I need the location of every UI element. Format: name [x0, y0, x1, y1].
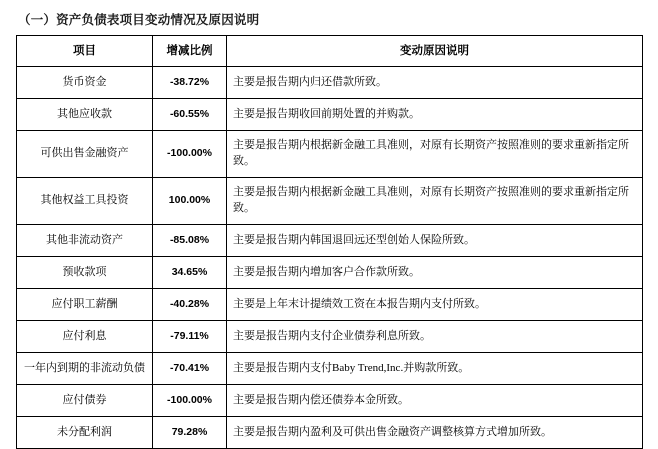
table-row: [17, 417, 643, 449]
cell-reason: 主要是报告期内归还借款所致。: [227, 67, 643, 99]
cell-reason: 主要是报告期内支付企业债券利息所致。: [227, 321, 643, 353]
cell-item: 未分配利润: [17, 417, 153, 449]
cell-reason: 主要是报告期内支付Baby Trend,Inc.并购款所致。: [227, 353, 643, 385]
cell-reason: 主要是报告期内根据新金融工具准则，对原有长期资产按照准则的要求重新指定所致。: [227, 131, 643, 178]
column-header-ratio: 增减比例: [153, 36, 227, 67]
cell-reason: 主要是报告期内增加客户合作款所致。: [227, 257, 643, 289]
cell-ratio: 79.28%: [153, 417, 227, 449]
cell-reason: 主要是报告期内偿还债券本金所致。: [227, 385, 643, 417]
cell-ratio: 100.00%: [153, 178, 227, 225]
table-body: [17, 67, 643, 449]
cell-item: 货币资金: [17, 67, 153, 99]
cell-item: 应付利息: [17, 321, 153, 353]
cell-ratio: -38.72%: [153, 67, 227, 99]
cell-item: 其他应收款: [17, 99, 153, 131]
table-header-row: [17, 36, 643, 67]
cell-reason: 主要是报告期收回前期处置的并购款。: [227, 99, 643, 131]
cell-ratio: -100.00%: [153, 131, 227, 178]
cell-ratio: -60.55%: [153, 99, 227, 131]
cell-item: 其他非流动资产: [17, 225, 153, 257]
cell-ratio: -40.28%: [153, 289, 227, 321]
cell-ratio: -100.00%: [153, 385, 227, 417]
cell-item: 可供出售金融资产: [17, 131, 153, 178]
cell-reason: 主要是报告期内根据新金融工具准则，对原有长期资产按照准则的要求重新指定所致。: [227, 178, 643, 225]
table-row: [17, 321, 643, 353]
cell-item: 预收款项: [17, 257, 153, 289]
table-row: [17, 99, 643, 131]
table-header: [17, 36, 643, 67]
cell-item: 应付职工薪酬: [17, 289, 153, 321]
cell-reason: 主要是报告期内韩国退回远还型创始人保险所致。: [227, 225, 643, 257]
table-row: [17, 385, 643, 417]
cell-reason: 主要是报告期内盈利及可供出售金融资产调整核算方式增加所致。: [227, 417, 643, 449]
table-row: [17, 289, 643, 321]
table-row: [17, 225, 643, 257]
cell-reason: 主要是上年末计提绩效工资在本报告期内支付所致。: [227, 289, 643, 321]
cell-item: 一年内到期的非流动负债: [17, 353, 153, 385]
cell-ratio: -85.08%: [153, 225, 227, 257]
table-row: [17, 353, 643, 385]
cell-ratio: 34.65%: [153, 257, 227, 289]
column-header-item: 项目: [17, 36, 153, 67]
table-row: [17, 67, 643, 99]
column-header-reason: 变动原因说明: [227, 36, 643, 67]
cell-ratio: -79.11%: [153, 321, 227, 353]
cell-item: 应付债券: [17, 385, 153, 417]
table-row: [17, 178, 643, 225]
balance-sheet-change-table: [16, 35, 643, 449]
page-title: （一）资产负债表项目变动情况及原因说明: [18, 13, 260, 27]
table-row: [17, 131, 643, 178]
table-row: [17, 257, 643, 289]
cell-item: 其他权益工具投资: [17, 178, 153, 225]
cell-ratio: -70.41%: [153, 353, 227, 385]
